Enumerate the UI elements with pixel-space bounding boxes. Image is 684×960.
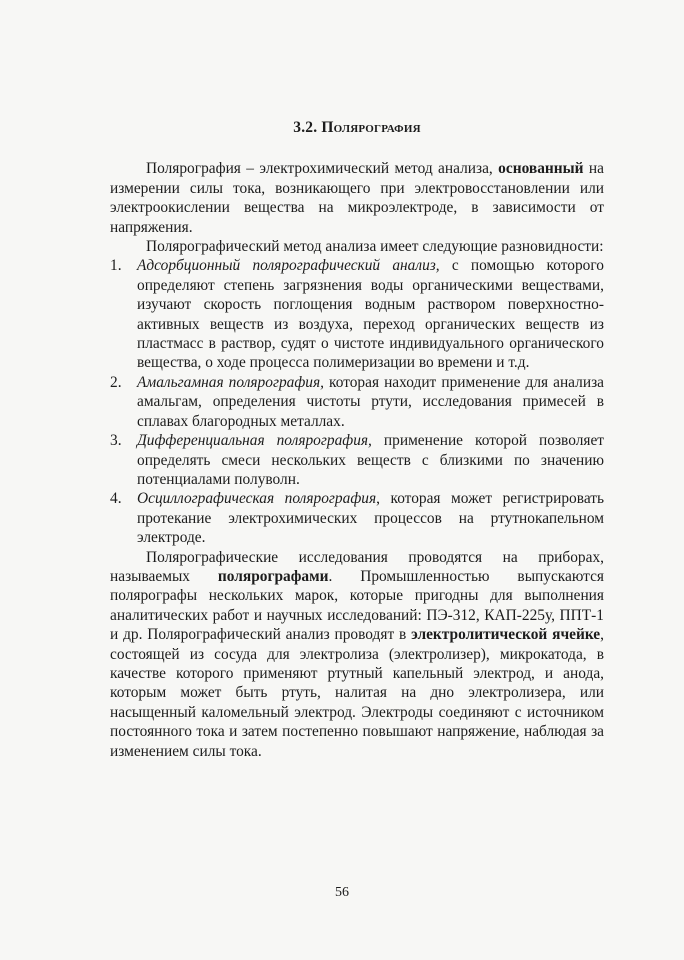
list-item-text: , которая может регистрировать протекание электрохимических процессов на ртутнокапельном электроде. — [137, 490, 604, 547]
list-item — [110, 431, 604, 489]
paragraph-definition — [110, 159, 604, 237]
list-item-number: 1. — [110, 257, 122, 275]
list-item-text: с помощью которого определяют степень загрязнения воды органическими веществами, изучают скорость поглощения водным раствором поверхностно-активных веществ из воздуха, переход органических веществ из пластмасс в раствор, судят о чистоте индивидуального органического вещества, о ходе процесса полимеризации во времени и т.д. — [137, 257, 604, 372]
list-item-term: Осциллографическая полярография — [137, 490, 377, 508]
list-item — [110, 256, 604, 372]
page-number: 56 — [335, 885, 349, 900]
list-item-text: применение которой позволяет определять смеси нескольких веществ с близкими по значению потенциалами полуволн. — [137, 432, 605, 488]
list-item-number: 3. — [110, 432, 122, 450]
paragraph-text: Полярография – электрохимический метод анализа, — [146, 160, 499, 178]
list-item-number: 2. — [110, 373, 122, 391]
varieties-list — [110, 256, 604, 547]
section-title-text: Полярография — [321, 119, 421, 136]
list-item-text: которая находит применение для анализа амальгам, определения чистоты ртути, исследования примесей в сплавах благородных металлах. — [137, 373, 604, 430]
list-item-term: Адсорбционный полярографический анализ, — [137, 257, 440, 275]
bold-term: основанный — [498, 160, 584, 178]
section-number: 3.2. — [293, 119, 318, 136]
paragraph-polarographs — [110, 548, 604, 761]
paragraph-text: Полярографические исследования проводятся на приборах, называемых — [110, 548, 604, 585]
bold-term: полярографами — [217, 567, 329, 585]
list-item — [110, 489, 604, 547]
list-item-term: Амальгамная полярография, — [137, 373, 324, 391]
paragraph-varieties: Полярографический метод анализа имеет следующие разновидности: — [146, 238, 604, 256]
page-content — [110, 118, 604, 761]
list-item — [110, 373, 604, 431]
paragraph-text: на измерении силы тока, возникающего при электровосстановлении или электроокислении вещества на микроэлектроде, в зависимости от напряжения. — [110, 160, 604, 236]
paragraph-text: , состоящей из сосуда для электролиза (электролизер), микрокатода, в качестве которого применяют ртутный капельный электрод, и анода, которым может быть ртуть, налитая на дно электролизера, или насыщенный каломельный электрод. Электроды соединяют с источником постоянного тока и затем постепенно повышают напряжение, наблюдая за изменением силы тока. — [110, 626, 604, 760]
section-title — [110, 118, 604, 137]
list-item-number: 4. — [110, 490, 122, 508]
paragraph-text: . Промышленностью выпускаются полярографы нескольких марок, которые пригодны для выполнения аналитических работ и научных исследований: ПЭ-312, КАП-225у, ППТ-1 и др. Полярографический анализ проводят в — [110, 567, 604, 644]
bold-term: электролитической ячейке — [411, 626, 601, 644]
list-item-term: Дифференциальная полярография, — [137, 432, 372, 450]
